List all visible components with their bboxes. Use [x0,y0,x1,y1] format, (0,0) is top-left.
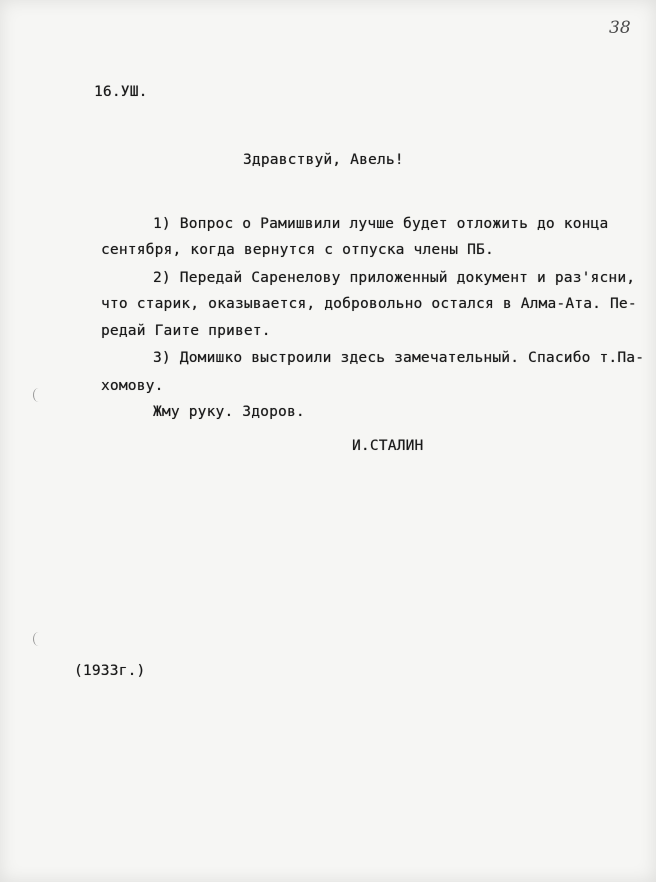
signature: И.СТАЛИН [352,438,424,454]
body-line: редай Гаите привет. [101,323,271,339]
page-number: 38 [609,18,631,38]
body-line: хомову. [101,378,164,394]
body-line: 2) Передай Саренелову приложенный документ и раз'ясни, [153,270,636,286]
body-line: сентября, когда вернутся с отпуска члены ПБ. [101,242,494,258]
punch-hole-mark [33,632,44,646]
body-line: 1) Вопрос о Рамишвили лучше будет отложить до конца [153,216,609,232]
body-line: Жму руку. Здоров. [153,404,305,420]
letter-greeting: Здравствуй, Авель! [243,152,404,168]
letter-date: 16.УШ. [94,84,148,100]
punch-hole-mark [33,388,44,402]
year-note: (1933г.) [74,663,146,679]
body-line: что старик, оказывается, добровольно остался в Алма-Ата. Пе- [101,296,637,312]
body-line: 3) Домишко выстроили здесь замечательный. Спасибо т.Па- [153,350,645,366]
